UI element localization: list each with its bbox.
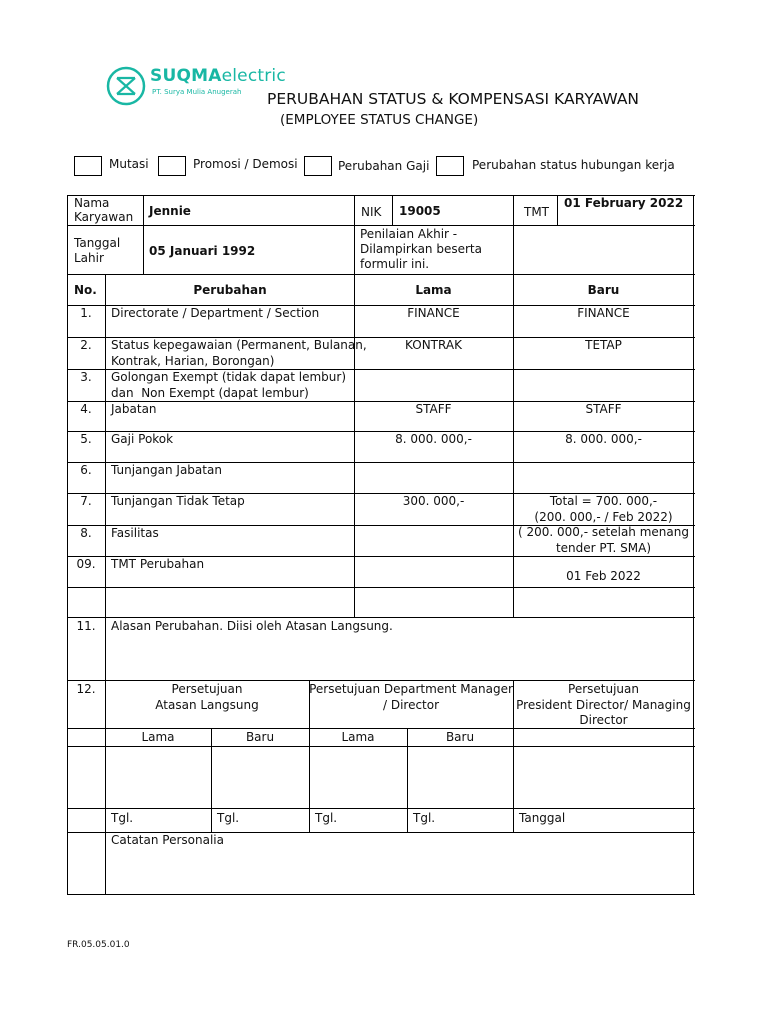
row-lama: 300. 000,- — [402, 494, 465, 508]
status-change-form — [67, 195, 694, 895]
catatan-personalia-label: Catatan Personalia — [111, 833, 224, 847]
col-header-no: No. — [74, 283, 97, 297]
row-item: Fasilitas — [111, 526, 159, 540]
row-lama: 8. 000. 000,- — [395, 432, 472, 446]
promosi-label: Promosi / Demosi — [193, 157, 298, 171]
approval-president-header: Persetujuan President Director/ Managing Director — [516, 682, 691, 727]
row-no: 6. — [80, 463, 92, 477]
tanggal-president: Tanggal — [519, 811, 566, 825]
document-code: FR.05.05.01.0 — [67, 940, 130, 950]
approval-manager-lama: Lama — [341, 730, 375, 744]
grid-line — [513, 195, 514, 275]
row-lama: KONTRAK — [405, 338, 462, 352]
row-no: 5. — [80, 432, 92, 446]
grid-line — [67, 587, 695, 588]
approval-atasan-lama: Lama — [141, 730, 175, 744]
brand-name — [150, 66, 286, 86]
company-name: PT. Surya Mulia Anugerah — [152, 88, 242, 96]
row-no: 09. — [76, 557, 96, 571]
approval-atasan-header: Persetujuan Atasan Langsung — [155, 682, 259, 712]
grid-line — [67, 808, 695, 809]
form-title: PERUBAHAN STATUS & KOMPENSASI KARYAWAN — [267, 90, 640, 108]
form-subtitle: (EMPLOYEE STATUS CHANGE) — [280, 112, 479, 128]
col-header-lama: Lama — [415, 283, 452, 297]
grid-line — [143, 195, 144, 275]
row-no: 8. — [80, 526, 92, 540]
grid-line — [557, 195, 558, 226]
nama-label: Nama Karyawan — [74, 196, 134, 224]
tanggal-lahir-label: Tanggal Lahir — [74, 236, 121, 265]
promosi-checkbox[interactable] — [158, 156, 186, 176]
row-baru: TETAP — [585, 338, 622, 352]
row-item: Jabatan — [111, 402, 157, 416]
alasan-no: 11. — [76, 619, 96, 633]
nik-value: 19005 — [399, 204, 441, 218]
row-no: 1. — [80, 306, 92, 320]
approval-manager-baru: Baru — [445, 730, 475, 744]
alasan-label: Alasan Perubahan. Diisi oleh Atasan Langsung. — [111, 619, 393, 633]
approval-no: 12. — [76, 682, 96, 696]
company-logo-icon — [106, 66, 146, 106]
mutasi-label: Mutasi — [109, 157, 149, 171]
row-item: Directorate / Department / Section — [111, 306, 320, 320]
row-baru: FINANCE — [577, 306, 630, 320]
row-baru: 01 Feb 2022 — [566, 569, 641, 583]
nama-value: Jennie — [149, 204, 191, 218]
row-item: Tunjangan Jabatan — [111, 463, 222, 477]
row-lama: STAFF — [415, 402, 452, 416]
row-lama: FINANCE — [407, 306, 460, 320]
row-item: TMT Perubahan — [111, 557, 205, 571]
row-no: 3. — [80, 370, 92, 384]
approval-manager-header: Persetujuan Department Manager / Director — [309, 682, 513, 712]
row-baru: STAFF — [585, 402, 622, 416]
tgl-atasan-baru: Tgl. — [217, 811, 240, 825]
tmt-value: 01 February 2022 — [564, 196, 684, 210]
brand-name-bold: SUQMA — [150, 66, 222, 86]
col-header-baru: Baru — [587, 283, 620, 297]
penilaian-akhir-note: Penilaian Akhir - Dilampirkan beserta formulir ini. — [360, 227, 482, 271]
brand-name-rest: electric — [221, 66, 286, 86]
grid-line — [67, 195, 68, 895]
row-baru: Total = 700. 000,- (200. 000,- / Feb 2022) ( 200. 000,- setelah menang tender PT. SMA) — [518, 494, 689, 555]
tgl-atasan-lama: Tgl. — [111, 811, 134, 825]
grid-line — [67, 680, 695, 681]
row-no: 4. — [80, 402, 92, 416]
grid-line — [67, 225, 695, 226]
grid-line — [67, 894, 695, 895]
tgl-manager-baru: Tgl. — [413, 811, 436, 825]
grid-line — [105, 274, 106, 895]
approval-atasan-baru: Baru — [245, 730, 275, 744]
perubahan-gaji-label: Perubahan Gaji — [338, 159, 430, 173]
tanggal-lahir-value: 05 Januari 1992 — [149, 244, 256, 258]
grid-line — [354, 195, 355, 275]
row-item: Gaji Pokok — [111, 432, 174, 446]
row-no: 2. — [80, 338, 92, 352]
grid-line — [392, 195, 393, 226]
row-item: Status kepegawaian (Permanent, Bulanan, Kontrak, Harian, Borongan) — [111, 338, 367, 368]
perubahan-gaji-checkbox[interactable] — [304, 156, 332, 176]
row-item: Tunjangan Tidak Tetap — [111, 494, 245, 508]
row-item: Golongan Exempt (tidak dapat lembur) dan Non Exempt (dapat lembur) — [111, 370, 346, 400]
status-kerja-label: Perubahan status hubungan kerja — [472, 158, 675, 172]
nik-label: NIK — [361, 205, 382, 219]
col-header-perubahan: Perubahan — [193, 283, 267, 297]
status-kerja-checkbox[interactable] — [436, 156, 464, 176]
grid-line — [67, 274, 695, 275]
row-no: 7. — [80, 494, 92, 508]
grid-line — [67, 617, 695, 618]
mutasi-checkbox[interactable] — [74, 156, 102, 176]
grid-line — [67, 746, 695, 747]
tmt-label: TMT — [524, 205, 550, 219]
row-baru: 8. 000. 000,- — [565, 432, 642, 446]
tgl-manager-lama: Tgl. — [315, 811, 338, 825]
